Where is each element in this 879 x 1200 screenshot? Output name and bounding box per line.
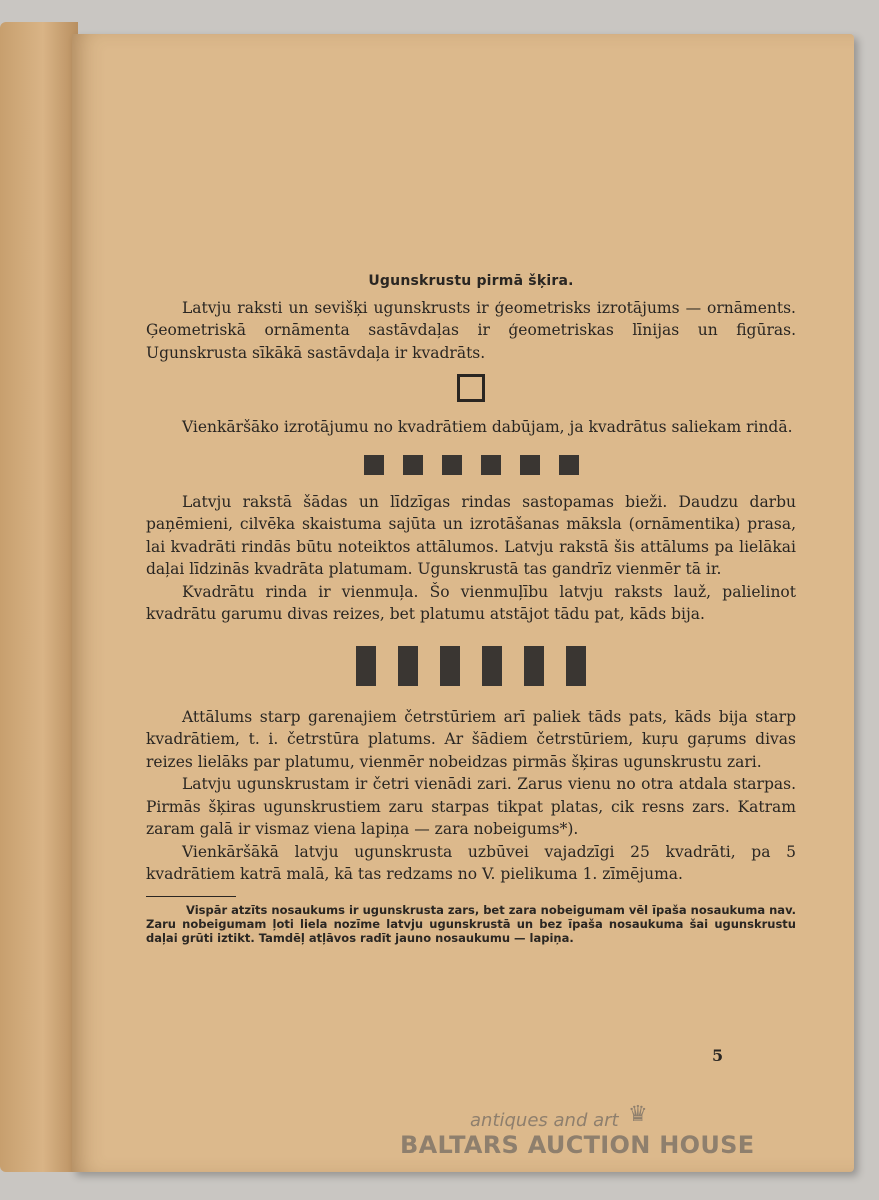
footnote: Vispār atzīts nosaukums ir ugunskrusta zars, bet zara nobeigumam vēl īpaša nosaukuma nav. Zaru nobeigumam ļoti liela nozīme latvju ugunskrustā un bez īpaša nosaukuma šai ugunskrustu daļai grūti iztikt. Tamdēļ atļāvos radīt jauno nosaukumu — lapiņa. bbox=[146, 902, 796, 945]
filled-rectangle-icon bbox=[524, 646, 544, 686]
paragraph-branches: Latvju ugunskrustam ir četri vienādi zari. Zarus vienu no otra atdala starpas. Pirmās šķiras ugunskrustiem zaru starpas tikpat platas, cik resns zars. Katram zaram galā ir vismaz viena lapiņa — zara nobeigums*). bbox=[146, 775, 796, 838]
filled-rectangle-icon bbox=[356, 646, 376, 686]
book-page bbox=[72, 34, 854, 1172]
paragraph-monotony: Kvadrātu rinda ir vienmuļa. Šo vienmuļību latvju raksts lauž, palielinot kvadrātu garumu divas reizes, bet platumu atstājot tādu pat, kāds bija. bbox=[146, 582, 796, 623]
watermark-tagline: antiques and art bbox=[470, 1110, 619, 1131]
filled-square-icon bbox=[481, 455, 501, 475]
paragraph-intro: Latvju raksti un sevišķi ugunskrusts ir ģeometrisks izrotājums — ornāments. Ģeometriskā ornāmenta sastāvdaļas ir ģeometriskas līnijas un figūras. Ugunskrusta sīkākā sastāvdaļa ir kvadrāts. bbox=[146, 298, 796, 362]
page-heading: Ugunskrustu pirmā šķira. bbox=[368, 273, 574, 289]
filled-square-icon bbox=[520, 455, 540, 475]
paragraph-construction: Vienkāršākā latvju ugunskrusta uzbūvei vajadzīgi 25 kvadrāti, pa 5 kvadrātiem katrā malā, kā tas redzams no V. pielikuma 1. zīmējuma. bbox=[146, 842, 796, 883]
filled-square-icon bbox=[403, 455, 423, 475]
paragraph-row: Vienkāršāko izrotājumu no kvadrātiem dabūjam, ja kvadrātus saliekam rindā. bbox=[182, 418, 793, 436]
crown-icon: ♛ bbox=[628, 1102, 648, 1127]
filled-rectangle-icon bbox=[566, 646, 586, 686]
page-content bbox=[146, 270, 796, 945]
filled-square-icon bbox=[442, 455, 462, 475]
left-page-edge bbox=[0, 22, 78, 1172]
filled-rectangle-icon bbox=[398, 646, 418, 686]
square-row-figure bbox=[146, 455, 796, 475]
rectangle-row-figure bbox=[146, 646, 796, 686]
paragraph-rectangles: Attālums starp garenajiem četrstūriem arī paliek tāds pats, kāds bija starp kvadrātiem, t. i. četrstūra platums. Ar šādiem četrstūriem, kuŗu gaŗums divas reizes lielāks par platumu, vienmēr nobeidzas pirmās šķiras ugunskrustu zari. bbox=[146, 707, 796, 771]
auction-watermark bbox=[400, 1102, 800, 1159]
square-figure bbox=[146, 364, 796, 416]
filled-square-icon bbox=[364, 455, 384, 475]
footnote-divider bbox=[146, 896, 236, 897]
watermark-name: BALTARS AUCTION HOUSE bbox=[400, 1131, 755, 1159]
paragraph-spacing: Latvju rakstā šādas un līdzīgas rindas sastopamas bieži. Daudzu darbu paņēmieni, cilvēka skaistuma sajūta un izrotāšanas māksla (ornāmentika) prasa, lai kvadrāti rindās būtu noteiktos attālumos. Latvju rakstā šis attālums pa lielākai daļai līdzinās kvadrāta platumam. Ugunskrustā tas gandrīz vienmēr tā ir. bbox=[146, 492, 796, 578]
outline-square-icon bbox=[457, 374, 485, 402]
filled-rectangle-icon bbox=[482, 646, 502, 686]
filled-square-icon bbox=[559, 455, 579, 475]
page-number: 5 bbox=[712, 1046, 724, 1065]
filled-rectangle-icon bbox=[440, 646, 460, 686]
